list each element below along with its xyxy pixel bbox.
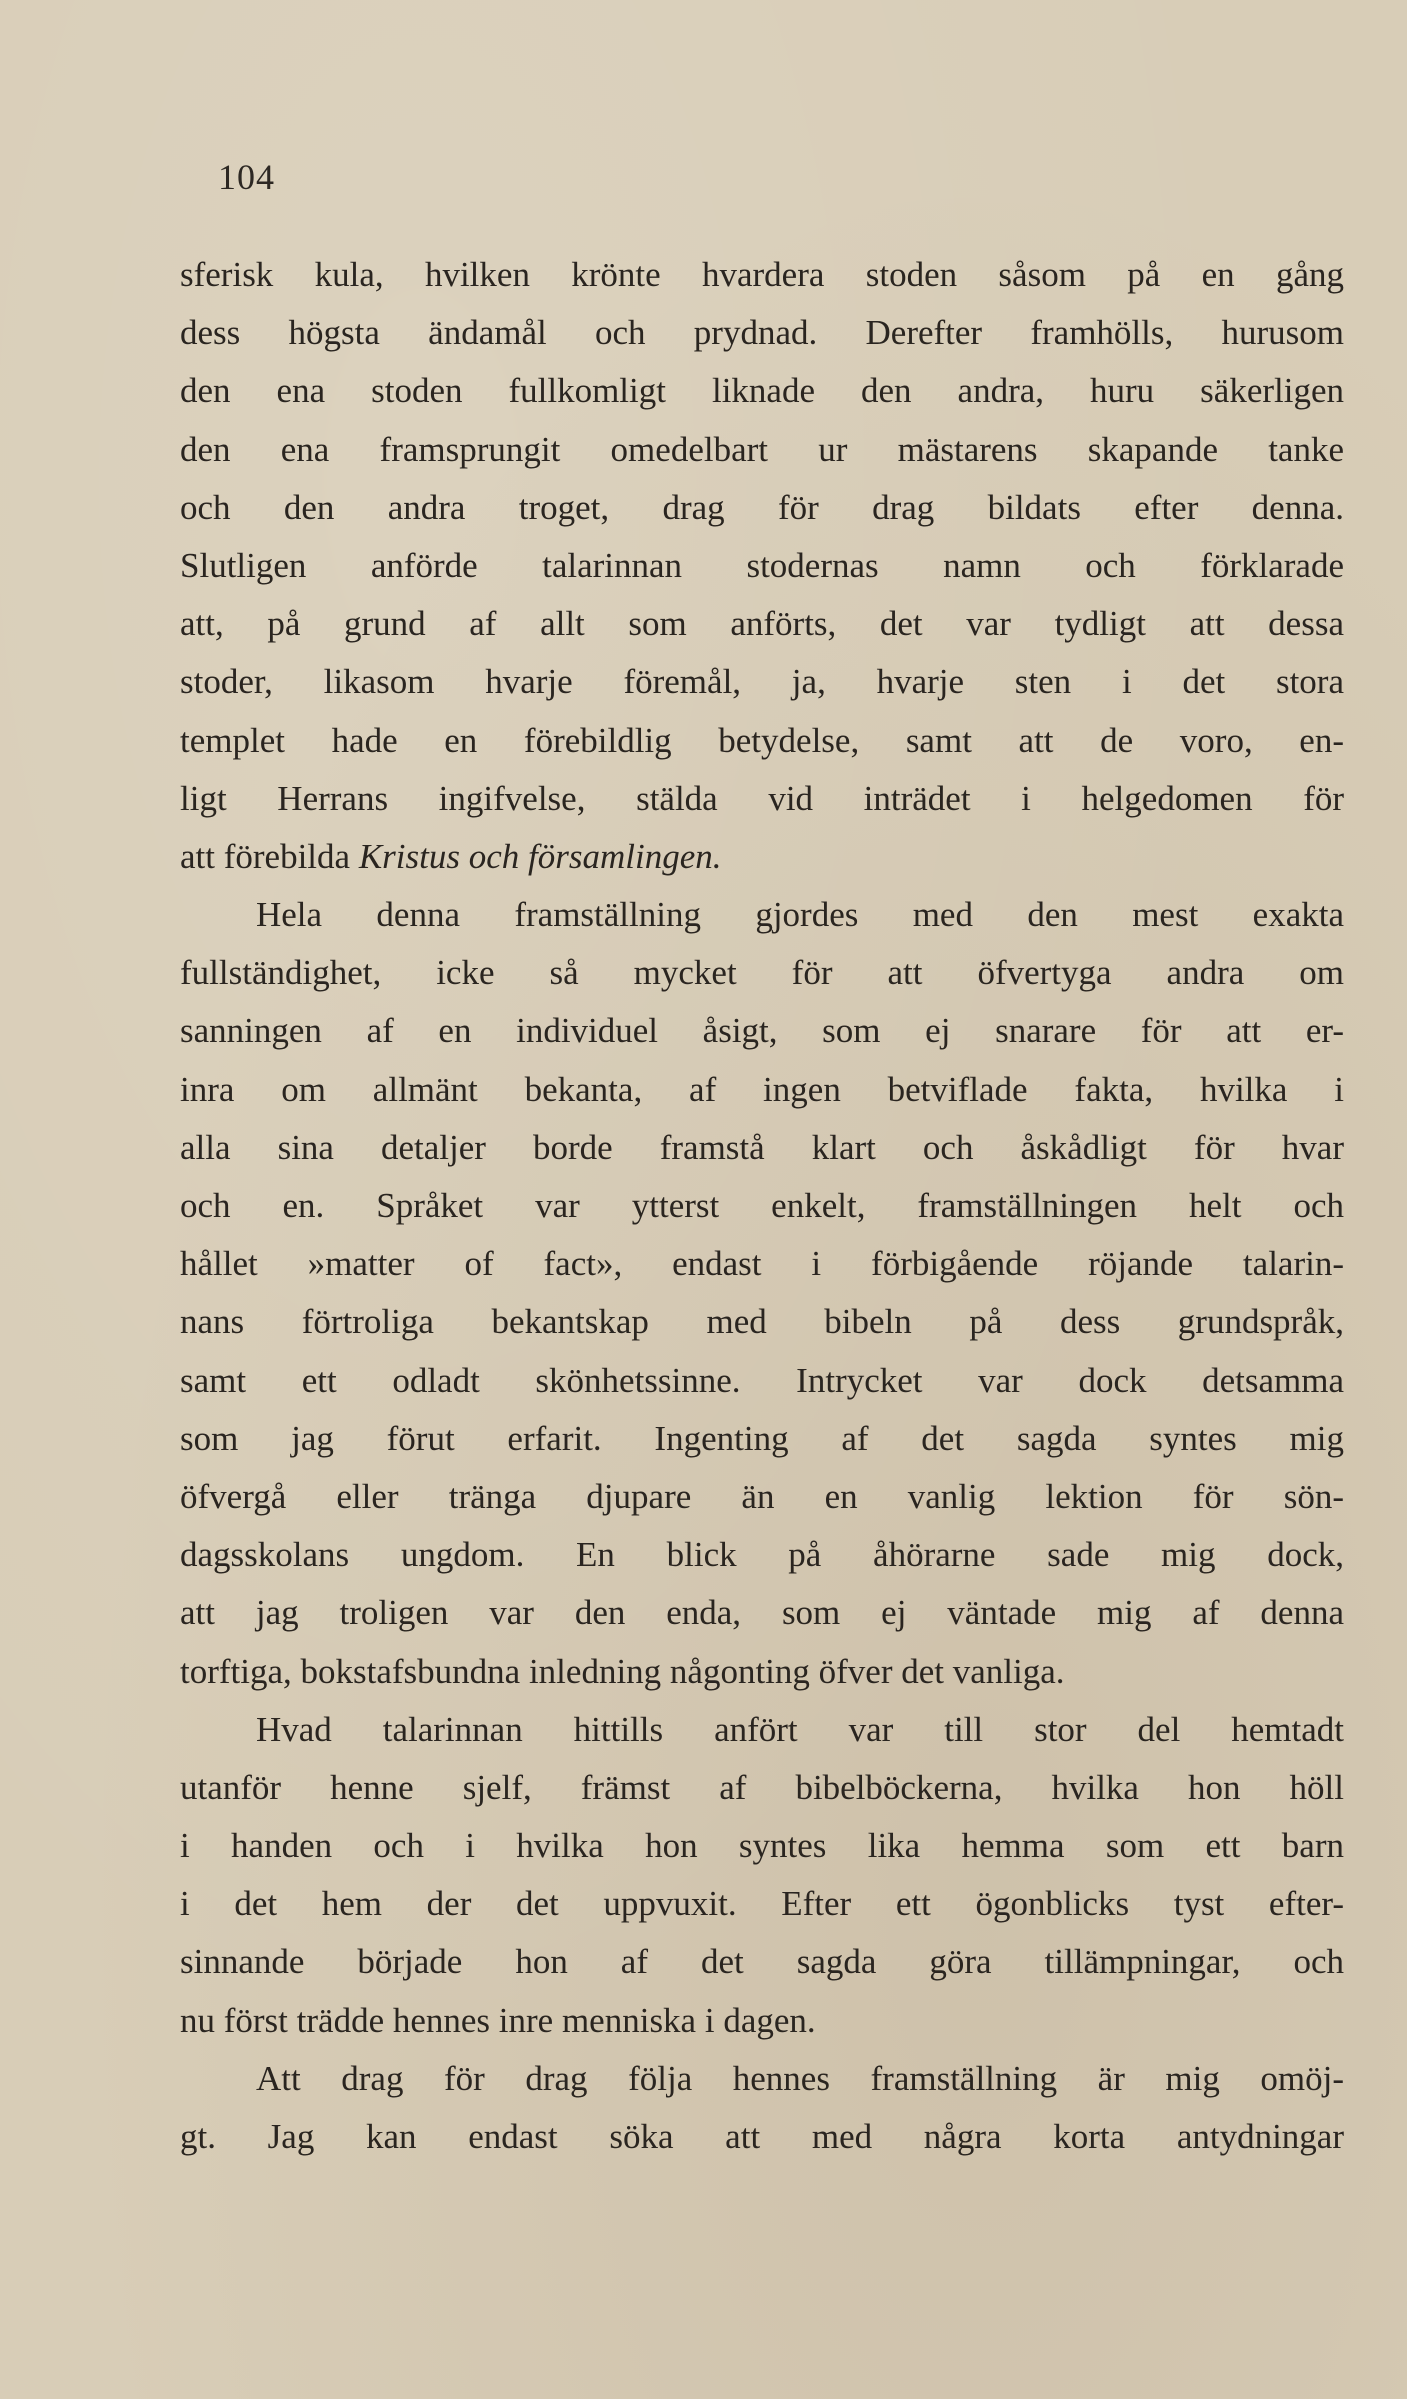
text-line-content: alla sina detaljer borde framstå klart och åskådligt för hvar: [180, 1127, 1344, 1167]
text-line: [180, 537, 1344, 595]
text-line-content: öfvergå eller tränga djupare än en vanlig lektion för sön-: [180, 1476, 1344, 1516]
text-line: [180, 1293, 1344, 1351]
text-line-content: ligt Herrans ingifvelse, stälda vid inträdet i helgedomen för: [180, 778, 1344, 818]
text-line-content: att förebilda: [180, 836, 359, 876]
text-line-content: i det hem der det uppvuxit. Efter ett ögonblicks tyst efter-: [180, 1884, 1344, 1924]
text-line-content: nans förtroliga bekantskap med bibeln på dess grundspråk,: [180, 1302, 1344, 1342]
italic-phrase: Kristus och församlingen.: [358, 836, 722, 876]
text-line-content: och en. Språket var ytterst enkelt, framställningen helt och: [180, 1186, 1344, 1225]
text-line: [180, 1992, 1344, 2050]
text-line: [180, 2050, 1344, 2108]
text-line-content: torftiga, bokstafsbundna inledning någonting öfver det vanliga.: [180, 1651, 1065, 1691]
text-line-content: sferisk kula, hvilken krönte hvardera stoden såsom på en gång: [180, 255, 1344, 294]
text-line-content: Att drag för drag följa hennes framställning är mig omöj-: [256, 2058, 1344, 2098]
text-line-content: inra om allmänt bekanta, af ingen betviflade fakta, hvilka i: [180, 1069, 1344, 1109]
text-line-content: Hela denna framställning gjordes med den mest exakta: [256, 895, 1344, 935]
text-line: [180, 828, 1344, 886]
text-line: [180, 1061, 1344, 1119]
text-line-content: att, på grund af allt som anförts, det var tydligt att dessa: [180, 604, 1344, 644]
text-line-content: och den andra troget, drag för drag bildats efter denna.: [180, 487, 1344, 527]
text-line-content: Slutligen anförde talarinnan stodernas namn och förklarade: [180, 545, 1344, 585]
text-line-content: den ena framsprungit omedelbart ur mästarens skapande tanke: [180, 429, 1344, 469]
text-line: [180, 770, 1344, 828]
text-line-content: i handen och i hvilka hon syntes lika hemma som ett barn: [180, 1826, 1344, 1866]
text-line-content: utanför henne sjelf, främst af bibelböckerna, hvilka hon höll: [180, 1767, 1344, 1807]
text-line: [180, 1701, 1344, 1759]
text-line: [180, 1352, 1344, 1410]
text-line: [180, 2108, 1344, 2166]
text-line: [180, 1817, 1344, 1875]
text-line: [180, 1759, 1344, 1817]
text-line: [180, 1584, 1344, 1642]
text-line: [180, 1933, 1344, 1991]
text-line-content: dess högsta ändamål och prydnad. Derefter framhölls, hurusom: [180, 313, 1344, 353]
text-line: [180, 304, 1344, 362]
text-line: [180, 595, 1344, 653]
text-line-content: fullständighet, icke så mycket för att öfvertyga andra om: [180, 953, 1344, 993]
text-line-content: den ena stoden fullkomligt liknade den andra, huru säkerligen: [180, 371, 1344, 411]
text-line-content: gt. Jag kan endast söka att med några korta antydningar: [180, 2117, 1344, 2156]
text-line: [180, 246, 1344, 304]
text-line: [180, 1526, 1344, 1584]
text-line: [180, 1119, 1344, 1177]
text-line: [180, 1875, 1344, 1933]
text-line: [180, 712, 1344, 770]
text-line: [180, 886, 1344, 944]
text-line-content: stoder, likasom hvarje föremål, ja, hvarje sten i det stora: [180, 662, 1344, 702]
text-line: [180, 1468, 1344, 1526]
text-line-content: nu först trädde hennes inre menniska i dagen.: [180, 2000, 816, 2040]
text-line-content: templet hade en förebildlig betydelse, samt att de voro, en-: [180, 720, 1344, 760]
text-line: [180, 1235, 1344, 1293]
text-line: [180, 653, 1344, 711]
body-text: [180, 246, 1344, 2166]
text-line: [180, 1177, 1344, 1235]
text-line: [180, 421, 1344, 479]
page-number: 104: [218, 157, 275, 197]
text-line: [180, 479, 1344, 537]
text-line: [180, 1643, 1344, 1701]
text-line-content: att jag troligen var den enda, som ej väntade mig af denna: [180, 1593, 1344, 1633]
text-line-content: samt ett odladt skönhetssinne. Intrycket var dock detsamma: [180, 1360, 1344, 1400]
text-line: [180, 1002, 1344, 1060]
text-line: [180, 944, 1344, 1002]
text-line-content: Hvad talarinnan hittills anfört var till stor del hemtadt: [256, 1709, 1344, 1749]
text-line-content: hållet »matter of fact», endast i förbigående röjande talarin-: [180, 1244, 1344, 1284]
text-line-content: dagsskolans ungdom. En blick på åhörarne sade mig dock,: [180, 1535, 1344, 1575]
text-line-content: sinnande började hon af det sagda göra tillämpningar, och: [180, 1942, 1344, 1982]
text-line: [180, 362, 1344, 420]
text-line: [180, 1410, 1344, 1468]
text-line-content: som jag förut erfarit. Ingenting af det sagda syntes mig: [180, 1418, 1344, 1458]
text-line-content: sanningen af en individuel åsigt, som ej snarare för att er-: [180, 1011, 1344, 1051]
